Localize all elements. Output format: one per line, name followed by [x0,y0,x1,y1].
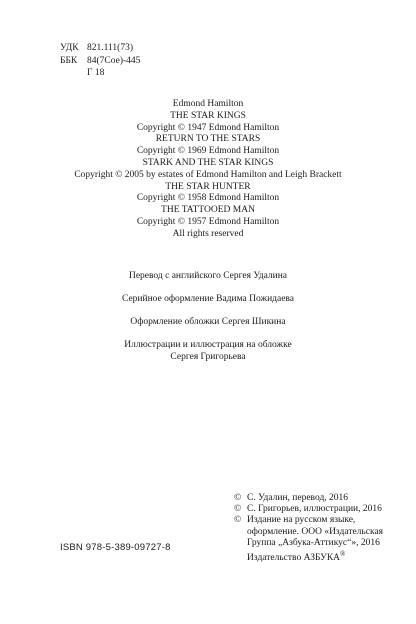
udk-value: 821.111(73) [87,43,133,53]
author-mark-row [60,67,140,80]
illustrations-credit [0,340,416,364]
translation-credit [0,271,416,283]
rights-item-text: С. Удалин, перевод, 2016 [247,493,349,503]
copyright-symbol: © [234,515,242,526]
publisher-line [234,549,383,564]
copyright-line: STARK AND THE STAR KINGS [142,157,274,168]
copyright-symbol: © [234,504,242,515]
copyright-line: THE STAR HUNTER [165,181,251,192]
udk-row [60,42,140,55]
copyright-symbol: © [234,493,242,503]
copyright-line: THE TATTOOED MAN [161,205,255,216]
series-design-credit [0,294,416,306]
rights-item-translation [234,493,383,504]
rights-item-text: С. Григорьев, иллюстрации, 2016 [247,504,382,515]
library-classification [60,42,140,80]
rights-item-illustrations [234,504,383,515]
copyright-line: Copyright © 2005 by estates of Edmond Hamilton and Leigh Brackett [74,169,342,180]
copyright-line: All rights reserved [172,228,244,239]
rights-item-edition [234,515,383,526]
rights-item-text: Издание на русском языке, [247,515,356,526]
bbk-row [60,55,140,68]
author-mark: Г 18 [87,68,105,78]
copyright-line: RETURN TO THE STARS [155,134,261,145]
bbk-value: 84(7Сое)-445 [87,55,141,66]
rights-notice [234,493,383,564]
udk-label: УДК [60,43,79,53]
copyright-line: Copyright © 1969 Edmond Hamilton [136,146,280,157]
publisher-name: Издательство АЗБУКА [247,553,341,564]
rights-item-text-continued: Группа „Азбука-Аттикус“», 2016 [247,537,380,548]
copyright-block [0,99,416,241]
registered-mark: ® [340,550,346,559]
series-design-credit-text: Серийное оформление Вадима Пожидаева [122,294,294,304]
illustrations-credit-line: Сергея Григорьева [170,351,246,362]
copyright-line: Edmond Hamilton [172,99,244,109]
isbn: ISBN 978-5-389-09727-8 [60,542,171,553]
cover-design-credit [0,317,416,329]
illustrations-credit-line: Иллюстрации и иллюстрация на обложке [124,340,292,350]
copyright-line: THE STAR KINGS [170,110,246,121]
rights-item-text-continued: оформление. ООО «Издательская [247,526,384,537]
copyright-line: Copyright © 1957 Edmond Hamilton [136,216,280,227]
copyright-line: Copyright © 1958 Edmond Hamilton [136,193,280,204]
translation-credit-text: Перевод с английского Сергея Удалина [128,271,288,281]
bbk-label: ББК [60,55,78,66]
cover-design-credit-text: Оформление обложки Сергея Шикина [130,317,286,327]
copyright-line: Copyright © 1947 Edmond Hamilton [136,122,280,133]
